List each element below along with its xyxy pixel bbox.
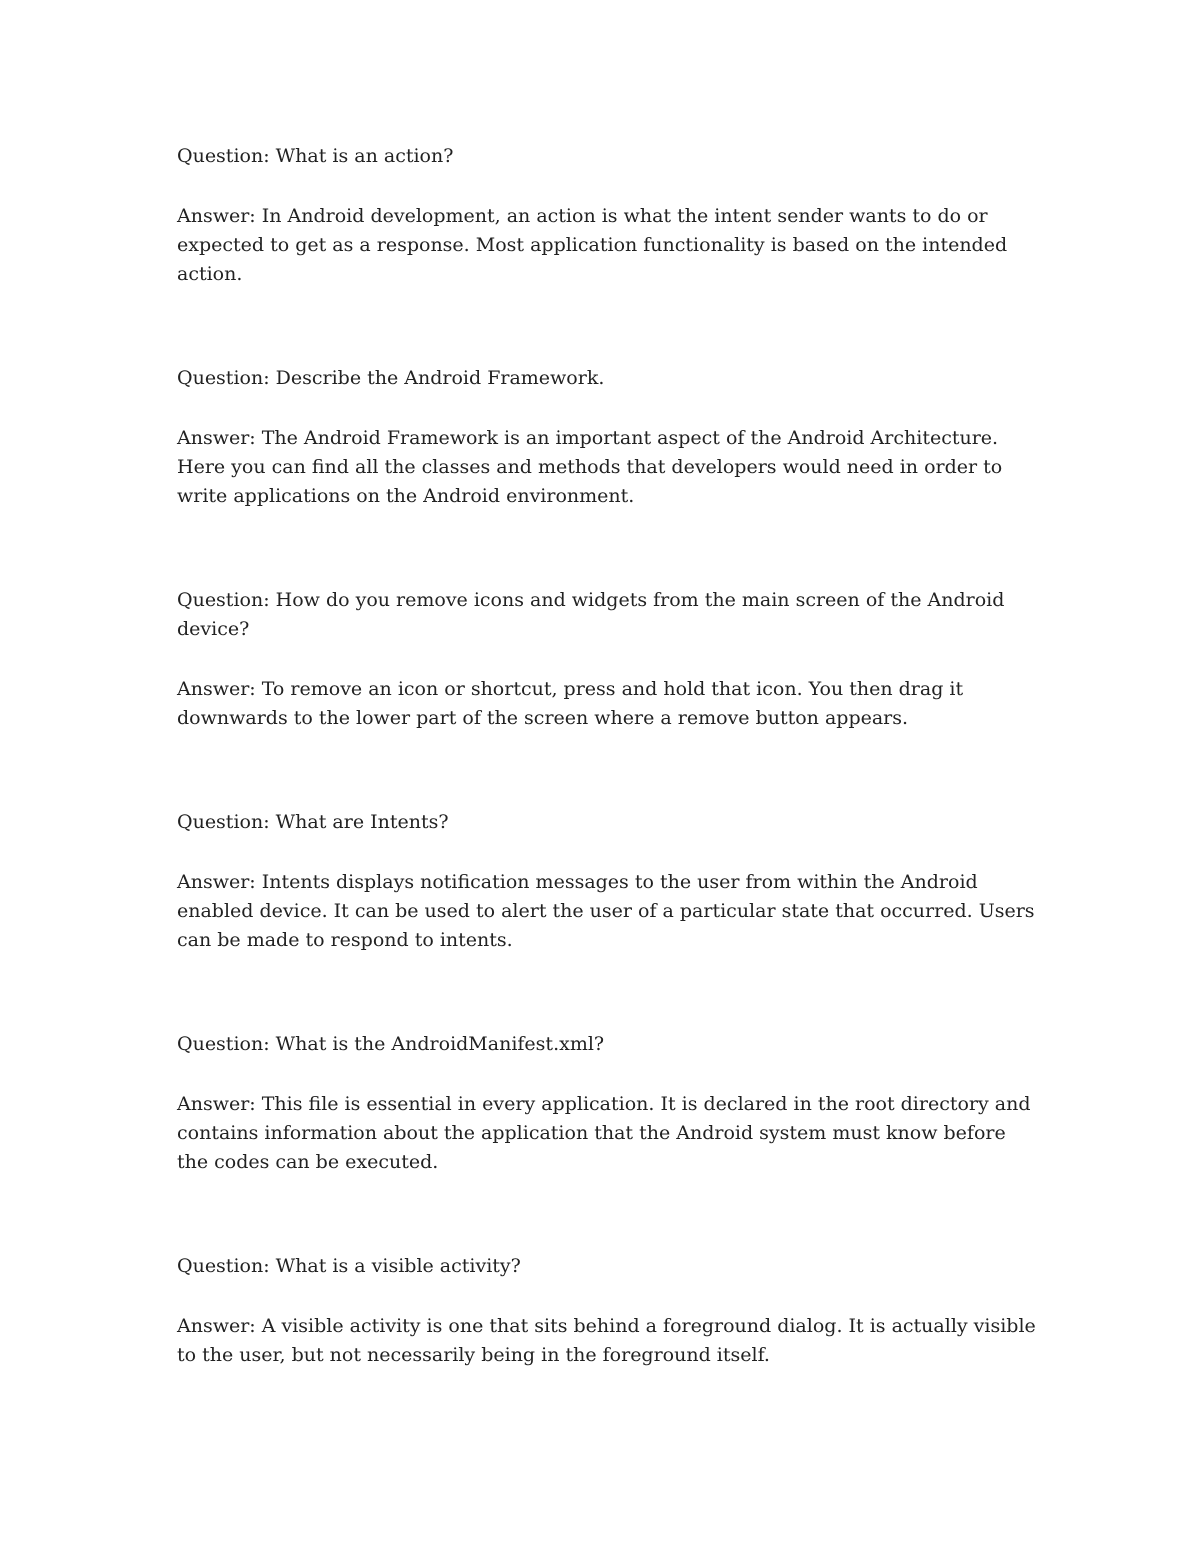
- question-text: Question: How do you remove icons and widgets from the main screen of the Android device?: [177, 589, 1005, 640]
- answer-text: Answer: In Android development, an action is what the intent sender wants to do or expected to get as a response. Most application functionality is based on the intended action.: [177, 205, 1008, 285]
- answer-text: Answer: This file is essential in every application. It is declared in the root directory and contains information about the application that the Android system must know before the codes can be executed.: [177, 1093, 1031, 1173]
- question-text: Question: What is an action?: [177, 145, 454, 167]
- qa-list: [177, 142, 1037, 1445]
- qa-item-5: [177, 1030, 1037, 1177]
- answer-text: Answer: The Android Framework is an important aspect of the Android Architecture. Here you can find all the classes and methods that developers would need in order to write applications on the Android environment.: [177, 427, 1003, 507]
- question-text: Question: What is a visible activity?: [177, 1255, 521, 1277]
- question-text: Question: What are Intents?: [177, 811, 449, 833]
- qa-item-6: [177, 1252, 1037, 1370]
- qa-item-2: [177, 364, 1037, 511]
- answer-text: Answer: Intents displays notification messages to the user from within the Android enabled device. It can be used to alert the user of a particular state that occurred. Users can be made to respond to intents.: [177, 871, 1035, 951]
- answer-text: Answer: To remove an icon or shortcut, press and hold that icon. You then drag it downwards to the lower part of the screen where a remove button appears.: [177, 678, 964, 729]
- qa-item-4: [177, 808, 1037, 955]
- answer-text: Answer: A visible activity is one that sits behind a foreground dialog. It is actually visible to the user, but not necessarily being in the foreground itself.: [177, 1315, 1036, 1366]
- question-text: Question: Describe the Android Framework.: [177, 367, 605, 389]
- question-text: Question: What is the AndroidManifest.xml?: [177, 1033, 605, 1055]
- qa-item-3: [177, 586, 1037, 733]
- qa-item-1: [177, 142, 1037, 289]
